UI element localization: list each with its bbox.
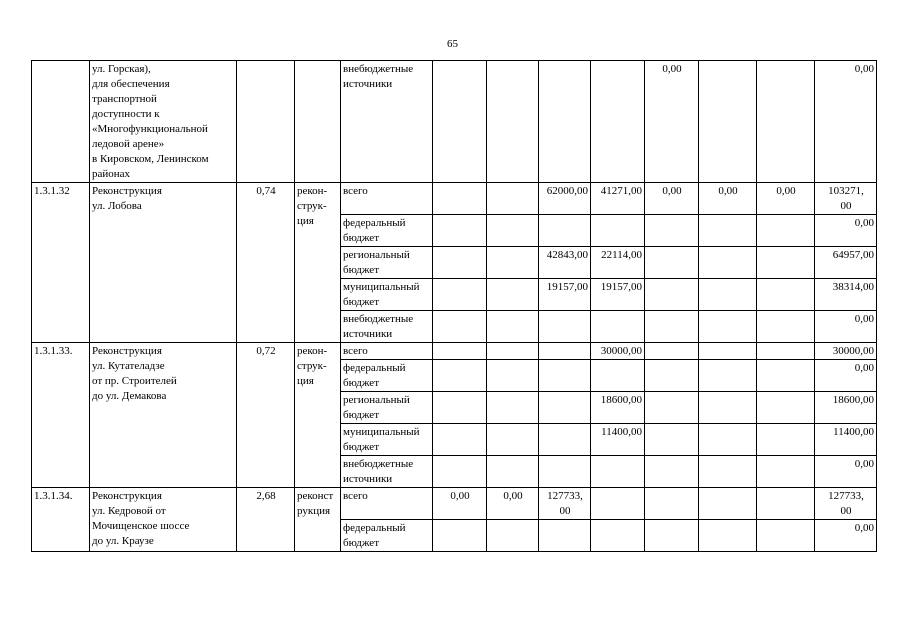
item-name-line: транспортной bbox=[92, 93, 157, 105]
value-cell-c3 bbox=[539, 392, 591, 424]
value-cell-c2 bbox=[487, 61, 539, 183]
value-cell-c5 bbox=[645, 279, 699, 311]
funding-source-cell bbox=[341, 215, 433, 247]
item-name-cell bbox=[90, 343, 237, 488]
value-cell-c2 bbox=[487, 360, 539, 392]
value-cell-c2 bbox=[487, 311, 539, 343]
value-cell-c3 bbox=[539, 311, 591, 343]
value-cell-c7 bbox=[757, 279, 815, 311]
item-name-line: «Многофункциональной bbox=[92, 123, 208, 135]
value-cell-c4: 41271,00 bbox=[591, 183, 645, 215]
value-cell-c6 bbox=[699, 61, 757, 183]
funding-source-line: федеральный bbox=[343, 217, 406, 229]
value-cell-c1 bbox=[433, 279, 487, 311]
funding-source-cell bbox=[341, 392, 433, 424]
value-cell-c7 bbox=[757, 488, 815, 520]
funding-source-line: источники bbox=[343, 473, 393, 485]
item-name-line: Реконструкция bbox=[92, 345, 162, 357]
budget-table bbox=[31, 60, 877, 552]
item-length-cell: 0,72 bbox=[237, 343, 295, 488]
funding-source-line: всего bbox=[343, 185, 368, 197]
item-type-line: ция bbox=[297, 375, 314, 387]
item-type-line: струк- bbox=[297, 360, 327, 372]
item-name-line: Реконструкция bbox=[92, 185, 162, 197]
value-cell-c2 bbox=[487, 215, 539, 247]
item-type-line: рукция bbox=[297, 505, 331, 517]
value-cell-c2 bbox=[487, 247, 539, 279]
value-cell-c1 bbox=[433, 520, 487, 552]
value-cell-c3 bbox=[539, 61, 591, 183]
value-cell-c8: 0,00 bbox=[815, 520, 877, 552]
value-cell-c5: 0,00 bbox=[645, 61, 699, 183]
value-cell-c7 bbox=[757, 343, 815, 360]
value-cell-c2 bbox=[487, 520, 539, 552]
value-cell-c5: 0,00 bbox=[645, 183, 699, 215]
value-cell-c7 bbox=[757, 424, 815, 456]
value-cell-c8: 0,00 bbox=[815, 456, 877, 488]
funding-source-cell bbox=[341, 183, 433, 215]
value-cell-c3 bbox=[539, 424, 591, 456]
value-cell-c4: 18600,00 bbox=[591, 392, 645, 424]
value-cell-c1 bbox=[433, 392, 487, 424]
item-type-line: рекон- bbox=[297, 185, 328, 197]
value-cell-c3 bbox=[539, 360, 591, 392]
item-type-cell bbox=[295, 61, 341, 183]
value-cell-c5 bbox=[645, 520, 699, 552]
value-cell-c7 bbox=[757, 311, 815, 343]
value-cell-c2 bbox=[487, 424, 539, 456]
item-code-cell: 1.3.1.32 bbox=[32, 183, 90, 343]
value-cell-c6 bbox=[699, 488, 757, 520]
value-cell-c4 bbox=[591, 360, 645, 392]
funding-source-line: внебюджетные bbox=[343, 458, 414, 470]
table-row bbox=[32, 488, 877, 520]
value-cell-c5 bbox=[645, 215, 699, 247]
item-name-cell bbox=[90, 183, 237, 343]
value-cell-c2 bbox=[487, 456, 539, 488]
value-cell-c2 bbox=[487, 392, 539, 424]
funding-source-line: бюджет bbox=[343, 537, 379, 549]
value-cell-c6 bbox=[699, 360, 757, 392]
item-type-line: струк- bbox=[297, 200, 327, 212]
value-cell-c4 bbox=[591, 488, 645, 520]
value-cell-c1 bbox=[433, 343, 487, 360]
value-cell-c4 bbox=[591, 456, 645, 488]
item-name-line: в Кировском, Ленинском bbox=[92, 153, 209, 165]
value-cell-c1 bbox=[433, 247, 487, 279]
value-cell-c4: 11400,00 bbox=[591, 424, 645, 456]
value-line: 00 bbox=[840, 200, 852, 212]
funding-source-line: бюджет bbox=[343, 377, 379, 389]
funding-source-cell bbox=[341, 311, 433, 343]
funding-source-line: бюджет bbox=[343, 264, 379, 276]
funding-source-line: федеральный bbox=[343, 522, 406, 534]
value-cell-c2 bbox=[487, 343, 539, 360]
value-cell-c8: 11400,00 bbox=[815, 424, 877, 456]
value-cell-c6 bbox=[699, 215, 757, 247]
value-cell-c2 bbox=[487, 279, 539, 311]
value-cell-c3 bbox=[539, 215, 591, 247]
value-cell-c3: 19157,00 bbox=[539, 279, 591, 311]
value-cell-c1 bbox=[433, 183, 487, 215]
value-cell-c8 bbox=[815, 488, 877, 520]
funding-source-cell bbox=[341, 520, 433, 552]
value-cell-c3 bbox=[539, 343, 591, 360]
value-cell-c8: 0,00 bbox=[815, 215, 877, 247]
value-cell-c8: 18600,00 bbox=[815, 392, 877, 424]
funding-source-line: муниципальный bbox=[343, 281, 420, 293]
item-name-line: до ул. Демакова bbox=[92, 390, 167, 402]
value-cell-c7 bbox=[757, 215, 815, 247]
value-cell-c6 bbox=[699, 279, 757, 311]
item-name-line: ул. Кедровой от bbox=[92, 505, 166, 517]
value-cell-c3 bbox=[539, 456, 591, 488]
value-cell-c7 bbox=[757, 360, 815, 392]
value-cell-c8 bbox=[815, 183, 877, 215]
item-name-line: ул. Кутателадзе bbox=[92, 360, 165, 372]
value-cell-c7: 0,00 bbox=[757, 183, 815, 215]
table-row bbox=[32, 343, 877, 360]
item-name-line: от пр. Строителей bbox=[92, 375, 177, 387]
item-length-cell: 0,74 bbox=[237, 183, 295, 343]
value-cell-c1 bbox=[433, 311, 487, 343]
funding-source-line: муниципальный bbox=[343, 426, 420, 438]
funding-source-cell bbox=[341, 488, 433, 520]
value-cell-c8: 38314,00 bbox=[815, 279, 877, 311]
value-cell-c5 bbox=[645, 311, 699, 343]
value-cell-c4 bbox=[591, 61, 645, 183]
value-cell-c4 bbox=[591, 311, 645, 343]
value-cell-c7 bbox=[757, 520, 815, 552]
value-cell-c6 bbox=[699, 424, 757, 456]
value-line: 127733, bbox=[547, 490, 583, 502]
value-cell-c6 bbox=[699, 311, 757, 343]
table-body bbox=[32, 61, 877, 552]
value-line: 127733, bbox=[828, 490, 864, 502]
funding-source-line: внебюджетные bbox=[343, 313, 414, 325]
value-cell-c6 bbox=[699, 247, 757, 279]
value-line: 103271, bbox=[828, 185, 864, 197]
item-code-cell bbox=[32, 61, 90, 183]
item-name-line: доступности к bbox=[92, 108, 160, 120]
funding-source-line: бюджет bbox=[343, 441, 379, 453]
value-cell-c8: 64957,00 bbox=[815, 247, 877, 279]
table-row bbox=[32, 61, 877, 183]
funding-source-cell bbox=[341, 424, 433, 456]
item-name-line: Мочищенское шоссе bbox=[92, 520, 190, 532]
value-cell-c5 bbox=[645, 247, 699, 279]
funding-source-line: бюджет bbox=[343, 296, 379, 308]
value-cell-c1 bbox=[433, 61, 487, 183]
item-name-line: ул. Горская), bbox=[92, 63, 151, 75]
value-cell-c8: 0,00 bbox=[815, 61, 877, 183]
value-cell-c1 bbox=[433, 360, 487, 392]
value-cell-c3: 62000,00 bbox=[539, 183, 591, 215]
value-cell-c5 bbox=[645, 424, 699, 456]
value-cell-c2 bbox=[487, 183, 539, 215]
value-cell-c7 bbox=[757, 392, 815, 424]
value-cell-c1 bbox=[433, 215, 487, 247]
item-type-cell bbox=[295, 488, 341, 552]
value-cell-c1 bbox=[433, 424, 487, 456]
table-row bbox=[32, 183, 877, 215]
funding-source-line: всего bbox=[343, 345, 368, 357]
value-cell-c5 bbox=[645, 392, 699, 424]
value-cell-c6 bbox=[699, 392, 757, 424]
value-cell-c7 bbox=[757, 456, 815, 488]
item-name-cell bbox=[90, 61, 237, 183]
page-number: 65 bbox=[447, 38, 458, 50]
value-cell-c5 bbox=[645, 456, 699, 488]
value-line: 00 bbox=[559, 505, 571, 517]
funding-source-line: региональный bbox=[343, 394, 410, 406]
item-name-line: до ул. Краузе bbox=[92, 535, 154, 547]
funding-source-line: федеральный bbox=[343, 362, 406, 374]
value-cell-c3 bbox=[539, 520, 591, 552]
value-cell-c5 bbox=[645, 343, 699, 360]
value-line: 00 bbox=[840, 505, 852, 517]
funding-source-line: внебюджетные bbox=[343, 63, 414, 75]
value-cell-c7 bbox=[757, 61, 815, 183]
item-type-line: ция bbox=[297, 215, 314, 227]
funding-source-line: бюджет bbox=[343, 409, 379, 421]
value-cell-c6 bbox=[699, 520, 757, 552]
value-cell-c4: 19157,00 bbox=[591, 279, 645, 311]
value-cell-c4 bbox=[591, 215, 645, 247]
funding-source-line: региональный bbox=[343, 249, 410, 261]
item-name-line: ледовой арене» bbox=[92, 138, 165, 150]
item-name-line: ул. Лобова bbox=[92, 200, 142, 212]
value-cell-c4 bbox=[591, 520, 645, 552]
item-code-cell: 1.3.1.33. bbox=[32, 343, 90, 488]
value-cell-c3 bbox=[539, 488, 591, 520]
funding-source-cell bbox=[341, 61, 433, 183]
value-cell-c7 bbox=[757, 247, 815, 279]
value-cell-c4: 22114,00 bbox=[591, 247, 645, 279]
value-cell-c8: 0,00 bbox=[815, 311, 877, 343]
item-name-line: районах bbox=[92, 168, 131, 180]
item-type-cell bbox=[295, 343, 341, 488]
value-cell-c4: 30000,00 bbox=[591, 343, 645, 360]
funding-source-cell bbox=[341, 247, 433, 279]
funding-source-line: всего bbox=[343, 490, 368, 502]
item-name-line: Реконструкция bbox=[92, 490, 162, 502]
item-type-line: рекон- bbox=[297, 345, 328, 357]
value-cell-c1: 0,00 bbox=[433, 488, 487, 520]
funding-source-cell bbox=[341, 279, 433, 311]
funding-source-line: бюджет bbox=[343, 232, 379, 244]
value-cell-c6: 0,00 bbox=[699, 183, 757, 215]
funding-source-line: источники bbox=[343, 328, 393, 340]
value-cell-c6 bbox=[699, 343, 757, 360]
value-cell-c2: 0,00 bbox=[487, 488, 539, 520]
funding-source-cell bbox=[341, 343, 433, 360]
funding-source-line: источники bbox=[343, 78, 393, 90]
funding-source-cell bbox=[341, 360, 433, 392]
value-cell-c5 bbox=[645, 360, 699, 392]
value-cell-c8: 30000,00 bbox=[815, 343, 877, 360]
item-length-cell: 2,68 bbox=[237, 488, 295, 552]
item-name-line: для обеспечения bbox=[92, 78, 170, 90]
funding-source-cell bbox=[341, 456, 433, 488]
value-cell-c8: 0,00 bbox=[815, 360, 877, 392]
item-code-cell: 1.3.1.34. bbox=[32, 488, 90, 552]
value-cell-c6 bbox=[699, 456, 757, 488]
item-type-line: реконст bbox=[297, 490, 334, 502]
item-name-cell bbox=[90, 488, 237, 552]
value-cell-c1 bbox=[433, 456, 487, 488]
value-cell-c3: 42843,00 bbox=[539, 247, 591, 279]
item-type-cell bbox=[295, 183, 341, 343]
item-length-cell bbox=[237, 61, 295, 183]
value-cell-c5 bbox=[645, 488, 699, 520]
